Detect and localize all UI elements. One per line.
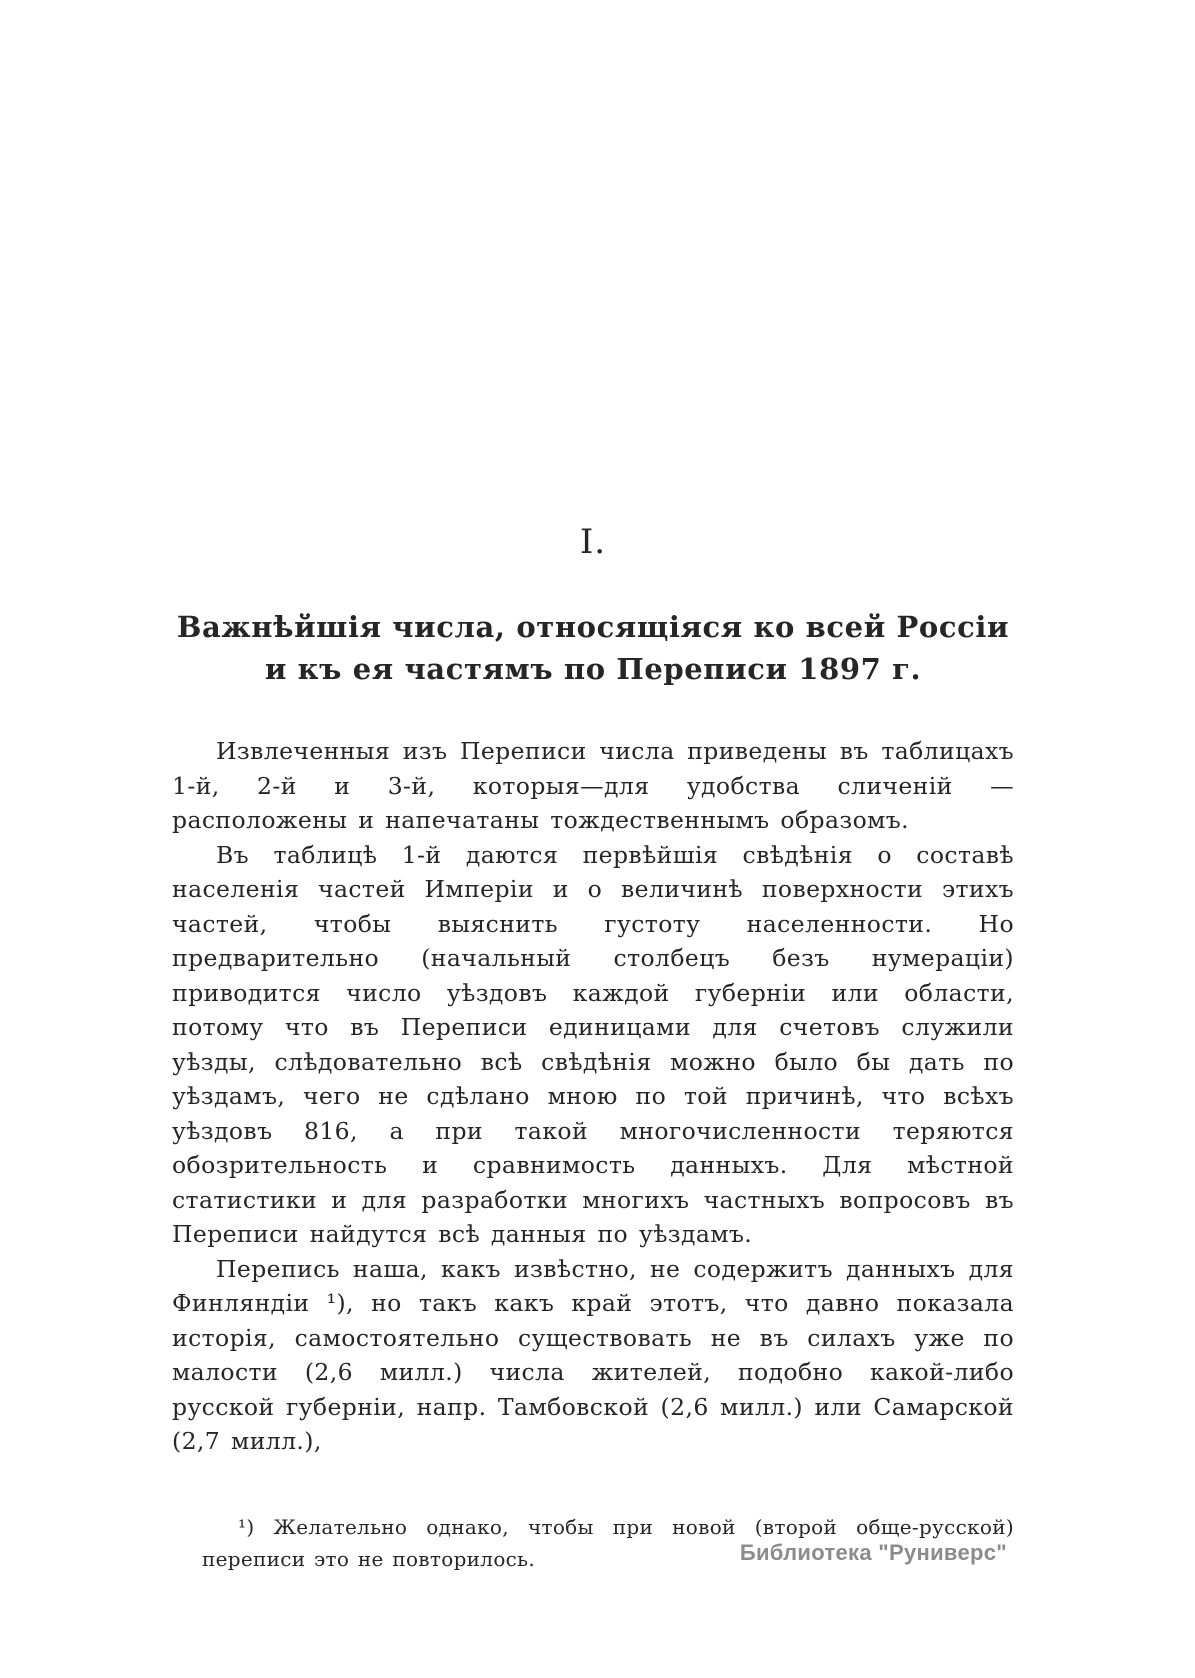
title-line-1: Важнѣйшія числа, относящіяся ко всей Россіи	[176, 610, 1010, 644]
page-title	[172, 606, 1014, 690]
body-text	[172, 734, 1014, 1459]
footnote: ¹) Желательно однако, чтобы при новой (второй обще-русской) переписи это не повторилось.	[202, 1514, 1014, 1571]
paragraph: Въ таблицѣ 1-й даются первѣйшія свѣдѣнія о составѣ населенія частей Имперіи и о величинѣ поверхности этихъ частей, чтобы выяснить густоту населенности. Но предварительно (начальный столбецъ безъ нумераціи) приводится число уѣздовъ каждой губерніи или области, потому что въ Переписи единицами для счетовъ служили уѣзды, слѣдовательно всѣ свѣдѣнія можно было бы дать по уѣздамъ, чего не сдѣлано мною по той причинѣ, что всѣхъ уѣздовъ 816, а при такой многочисленности теряются обозрительность и сравнимость данныхъ. Для мѣстной статистики и для разработки многихъ частныхъ вопросовъ въ Переписи найдутся всѣ данныя по уѣздамъ.	[172, 840, 1014, 1248]
title-line-2: и къ ея частямъ по Переписи 1897 г.	[264, 652, 922, 686]
paragraph: Извлеченныя изъ Переписи числа приведены въ таблицахъ 1-й, 2-й и 3-й, которыя—для удобства сличеній — расположены и напечатаны тождественнымъ образомъ.	[172, 737, 1014, 834]
chapter-number: I.	[579, 522, 607, 562]
page-content	[172, 522, 1014, 1575]
paragraph: Перепись наша, какъ извѣстно, не содержитъ данныхъ для Финляндіи ¹), но такъ какъ край этотъ, что давно показала исторія, самостоятельно существовать не въ силахъ уже по малости (2,6 милл.) числа жителей, подобно какой-либо русской губерніи, напр. Тамбовской (2,6 милл.) или Самарской (2,7 милл.),	[172, 1254, 1014, 1455]
library-watermark: Библиотека "Руниверс"	[739, 1540, 1007, 1565]
